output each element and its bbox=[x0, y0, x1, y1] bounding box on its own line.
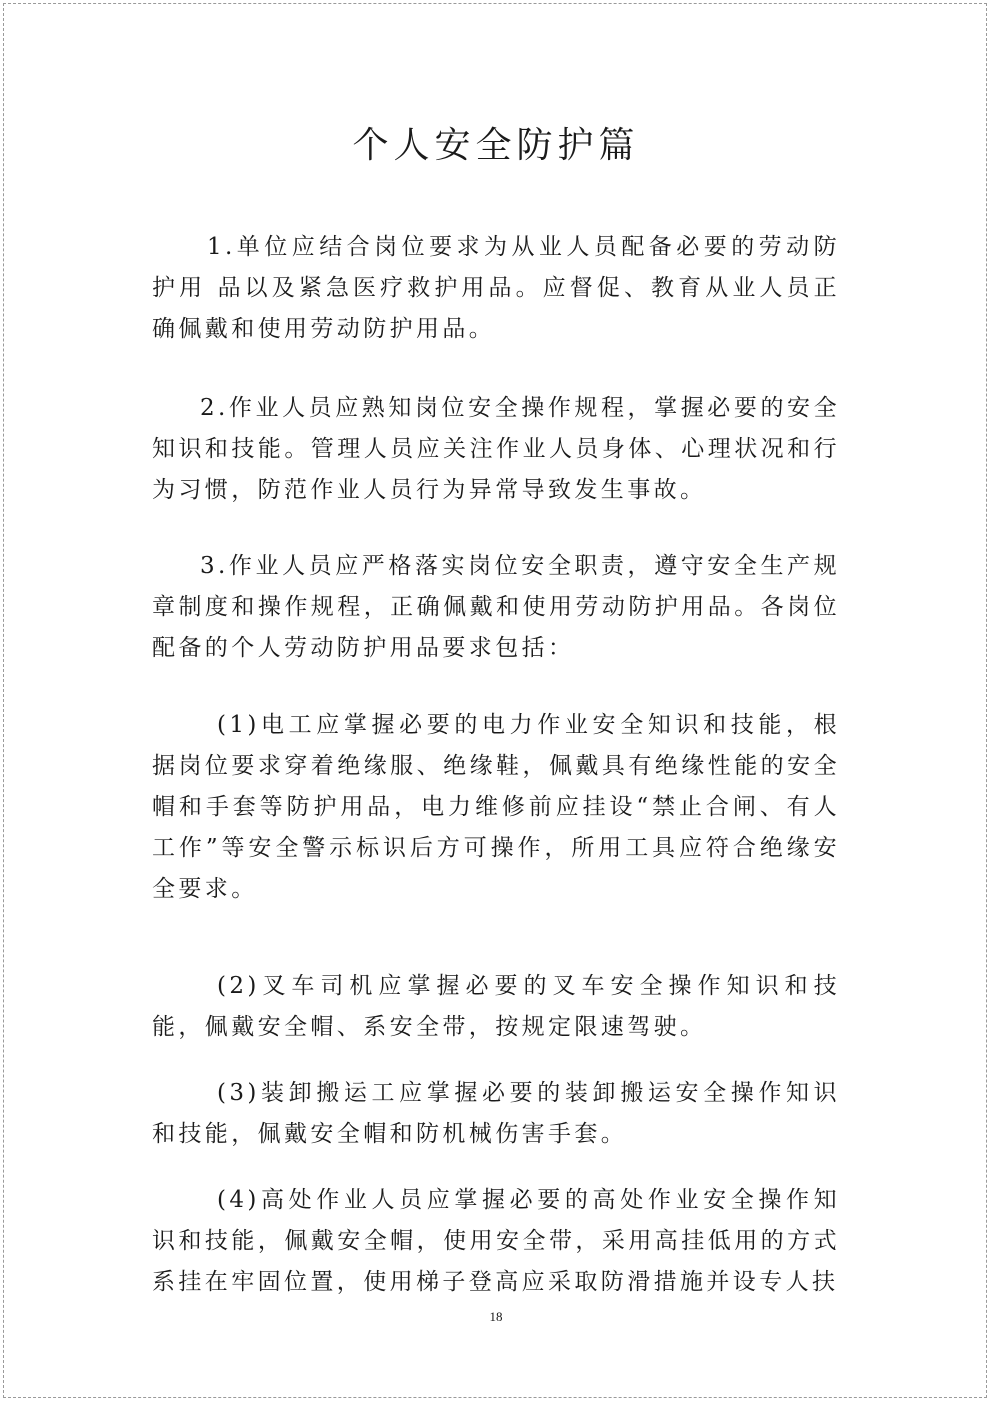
item-4-height-worker: (4)高处作业人员应掌握必要的高处作业安全操作知识和技能，佩戴安全帽，使用安全带，采用高挂低用的方式系挂在牢固位置，使用梯子登高应采取防滑措施并设专人扶 bbox=[152, 1187, 840, 1295]
paragraph-3: 3.作业人员应严格落实岗位安全职责，遵守安全生产规章制度和操作规程，正确佩戴和使用劳动防护用品。各岗位配备的个人劳动防护用品要求包括： bbox=[152, 553, 840, 661]
item-2-forklift-driver: (2)叉车司机应掌握必要的叉车安全操作知识和技能，佩戴安全帽、系安全带，按规定限速驾驶。 bbox=[152, 973, 840, 1040]
paragraph-1: 1.单位应结合岗位要求为从业人员配备必要的劳动防护用 品以及紧急医疗救护用品。应督促、教育从业人员正确佩戴和使用劳动防护用品。 bbox=[152, 234, 840, 342]
paragraph-2: 2.作业人员应熟知岗位安全操作规程，掌握必要的安全知识和技能。管理人员应关注作业人员身体、心理状况和行为习惯，防范作业人员行为异常导致发生事故。 bbox=[152, 395, 840, 503]
page-number: 18 bbox=[489, 1309, 503, 1324]
item-3-loader: (3)装卸搬运工应掌握必要的装卸搬运安全操作知识和技能，佩戴安全帽和防机械伤害手套。 bbox=[152, 1080, 840, 1147]
item-1-electrician: (1)电工应掌握必要的电力作业安全知识和技能，根据岗位要求穿着绝缘服、绝缘鞋，佩戴具有绝缘性能的安全帽和手套等防护用品，电力维修前应挂设“禁止合闸、有人工作”等安全警示标识后方可操作，所用工具应符合绝缘安全要求。 bbox=[152, 712, 840, 902]
page-title: 个人安全防护篇 bbox=[352, 125, 640, 166]
